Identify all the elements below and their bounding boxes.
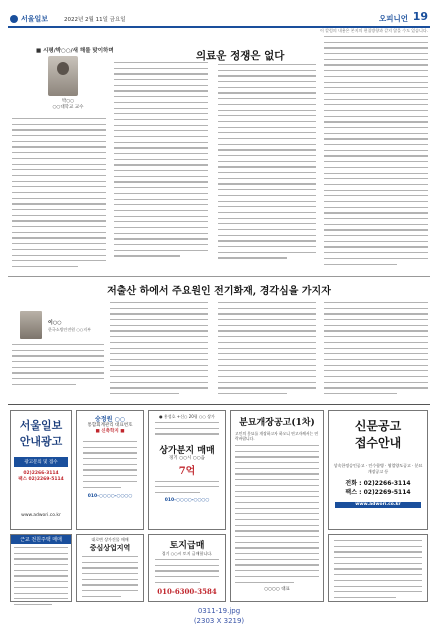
ad-commercial-title: 중심상업지역 (89, 543, 131, 552)
classified-ads (8, 406, 430, 606)
ad-notice-title-1: 신문공고 (354, 419, 402, 433)
ad-guide-title-2: 안내광고 (19, 435, 63, 448)
ads-divider (8, 404, 430, 405)
ad-country-house (10, 534, 72, 602)
ad-store-sale (148, 410, 226, 530)
column-title: 의료운 정쟁은 없다 (196, 50, 285, 62)
ad-notice-desc: 상속한정승인공고 · 인수합병 · 영업양도공고 · 분묘개장공고 등 (333, 463, 423, 474)
newspaper-page (8, 6, 430, 606)
page-number: 19 (412, 10, 428, 23)
column-body-2 (114, 62, 208, 261)
masthead-logo-text: 서울일보 (21, 15, 49, 23)
ad-notice-tel: 전화 : 02)2266-3114 (345, 480, 411, 487)
ad-funeral-head: 숭정원 ○○ (95, 416, 125, 423)
ad-grave-sub: 고인의 분묘를 개장하고자 하오니 연고자께서는 연락바랍니다. (235, 431, 319, 441)
masthead-logo (10, 14, 48, 24)
ad-land-title: 토지급매 (169, 541, 205, 551)
ad-store-title: 상가분지 매매 (159, 445, 215, 456)
ad-store-head: ● 홍성호 +신○ 20평 ○○ 상가 (159, 414, 215, 419)
ad-notice-tel-label: 전화 (345, 480, 358, 487)
ad-funeral (76, 410, 144, 530)
article2-body-2 (110, 302, 208, 399)
image-caption (0, 606, 438, 626)
ad-guide-sub: 광고문의 및 접수 (14, 457, 68, 467)
ad-funeral-line2: ■ 신축학지 ■ (95, 429, 125, 434)
ad-guide-title-1: 서울일보 (19, 419, 63, 432)
author-caption (38, 99, 98, 111)
ad-notice-reception (328, 410, 428, 530)
ad-guide-phone1: 02)2266-3114 (23, 471, 59, 476)
section-divider (8, 276, 430, 277)
author-portrait (48, 56, 78, 96)
editorial-note: 이 칼럼의 내용은 본지의 편집방향과 같지 않을 수도 있습니다. (319, 28, 428, 33)
article2-body-1 (12, 344, 104, 390)
article2-author-name: 이○○ (48, 320, 62, 326)
ad-notice-tel-number: 02)2266-3114 (363, 480, 411, 487)
ad-funeral-phone: 010-○○○○-○○○○ (87, 493, 133, 499)
article-headline: 저출산 하에서 주요원인 전기화재, 경각심을 가지자 (107, 286, 331, 297)
article2-body-3 (218, 302, 316, 399)
ad-commercial-zone (76, 534, 144, 602)
column-body-4 (324, 36, 428, 269)
issue-date: 2022년 2월 11일 금요일 (64, 17, 126, 23)
column-body-1 (12, 118, 106, 272)
section-name: 오피니언 (379, 14, 408, 23)
ad-store-location: 경기 ○○시 ○○읍 (169, 455, 205, 461)
ad-notice-title-2: 접수안내 (354, 436, 402, 450)
ad-guide-phone2: 팩스 02)2269-5114 (18, 477, 64, 482)
author-name: 박○○ (61, 99, 75, 104)
ad-notice-extra (328, 534, 428, 602)
ad-land-sale (148, 534, 226, 602)
ad-grave-title: 분묘개장공고(1차) (239, 418, 315, 428)
ad-grave-footer: ○○○○ 대표 (264, 587, 290, 593)
image-file-id: 0311-19.jpg (197, 607, 241, 615)
ad-store-price: 7억 (178, 465, 196, 477)
ad-notice-fax: 팩스 : 02)2269-5114 (345, 489, 411, 496)
ad-grave-notice (230, 410, 324, 602)
ad-notice-url[interactable]: www.adwori.co.kr (335, 502, 421, 508)
article2-author-photo (20, 311, 42, 339)
ad-country-house-title: 근교 전원주택 매매 (11, 535, 71, 544)
ad-guide (10, 410, 72, 530)
logo-mark-icon (10, 15, 18, 23)
ad-funeral-line1: 통합회계관리 대표번호 (87, 423, 133, 428)
article2-body-4 (324, 302, 428, 399)
ad-notice-fax-number: 02)2269-5114 (363, 489, 411, 496)
ad-notice-fax-label: 팩스 (345, 489, 358, 496)
author-affiliation: ○○대학교 교수 (52, 105, 84, 110)
ad-land-phone: 010-6300-3584 (157, 587, 217, 597)
image-dimensions: (2303 X 3219) (193, 617, 245, 625)
article2-author-affiliation: 한국소방안전원 ○○지부 (48, 327, 92, 332)
ad-commercial-body: 대로변 상가건물 매매 (91, 537, 129, 542)
ad-guide-url[interactable]: www.adwori.co.kr (21, 513, 61, 518)
ad-land-body: 경기 ○○시 토지 급매합니다. (161, 551, 213, 556)
column-body-3 (218, 64, 316, 263)
column-series-label: ■ 시평/박○○/새 해를 맞이하며 (36, 48, 114, 54)
ad-store-phone: 010-○○○○-○○○○ (164, 497, 210, 503)
masthead (8, 6, 430, 32)
